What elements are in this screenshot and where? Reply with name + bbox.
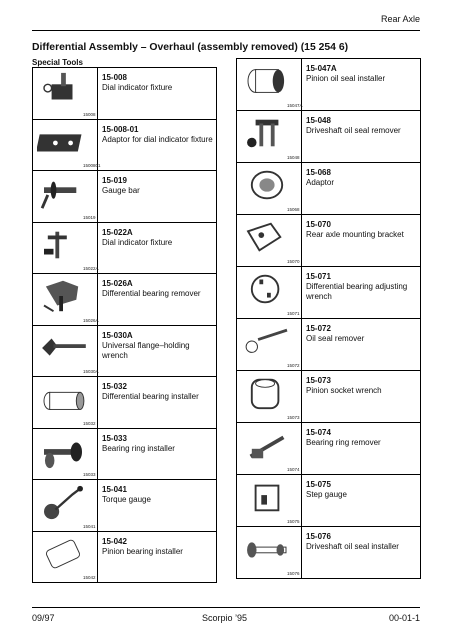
tool-illustration — [237, 59, 302, 110]
tool-description — [302, 371, 420, 422]
tool-illustration — [33, 326, 98, 377]
tool-description — [302, 475, 420, 526]
header-rule — [32, 30, 420, 31]
tool-illustration — [237, 371, 302, 422]
tool-number: 15-033 — [102, 433, 127, 443]
tool-number: 15-026A — [102, 279, 133, 288]
tool-row — [33, 326, 216, 378]
tool-number: 15-022A — [102, 227, 133, 237]
adaptor-ring-icon — [241, 166, 293, 204]
tool-illustration — [237, 527, 302, 578]
tool-description — [98, 120, 216, 171]
page-title: Differential Assembly – Overhaul (assembly removed) (15 254 6) — [32, 42, 349, 53]
left-tools-table — [32, 67, 217, 583]
seal-installer-icon — [241, 62, 293, 100]
tool-description — [98, 274, 216, 325]
tool-row — [33, 223, 216, 275]
tool-illustration — [237, 215, 302, 266]
tool-row — [33, 532, 216, 584]
tool-name: Dial indicator fixture — [102, 83, 173, 92]
tool-image-code: 15030A — [83, 369, 99, 374]
tool-row — [33, 377, 216, 429]
tool-image-code: 15071 — [287, 311, 300, 316]
tool-number: 15-008 — [102, 73, 127, 82]
tool-illustration — [237, 163, 302, 214]
tool-description — [302, 267, 420, 318]
tool-illustration — [33, 480, 98, 531]
section-header: Rear Axle — [380, 14, 420, 24]
tool-image-code: 15042 — [83, 575, 96, 580]
tool-row — [237, 267, 420, 319]
tool-row — [237, 475, 420, 527]
tool-image-code: 15019 — [83, 214, 96, 220]
tool-image-code: 15070 — [287, 259, 300, 264]
tool-illustration — [33, 274, 98, 325]
tool-description — [302, 215, 420, 266]
tool-name: Adaptor for dial indicator fixture — [102, 134, 213, 144]
tool-row — [33, 480, 216, 532]
tool-number: 15-008-01 — [102, 124, 139, 134]
tool-number: 15-076 — [306, 532, 331, 541]
tool-image-code: 15032 — [83, 420, 96, 426]
tool-name: Bearing ring installer — [102, 443, 175, 453]
tool-description — [302, 319, 420, 370]
tool-name: Differential bearing installer — [102, 392, 199, 401]
tool-number: 15-032 — [102, 382, 127, 391]
tool-row — [237, 319, 420, 371]
tool-illustration — [237, 475, 302, 526]
tool-image-code: 15075 — [287, 519, 300, 524]
tool-name: Adaptor — [306, 178, 335, 187]
step-gauge-icon — [241, 478, 293, 516]
tool-name: Differential bearing adjusting wrench — [306, 282, 408, 301]
gauge-bar-icon — [37, 174, 89, 212]
tool-number: 15-041 — [102, 485, 127, 494]
tool-image-code: 15008 — [83, 111, 96, 117]
bearing-remover-icon — [37, 277, 89, 315]
tool-image-code: 15073 — [287, 415, 300, 420]
tool-illustration — [33, 120, 101, 171]
tool-number: 15-071 — [306, 272, 331, 281]
tool-row — [237, 527, 420, 579]
tool-number: 15-047A — [306, 64, 337, 73]
tool-name: Bearing ring remover — [306, 438, 381, 447]
tool-number: 15-042 — [102, 536, 127, 546]
tool-image-code: 15022A — [83, 266, 99, 271]
tool-name: Driveshaft oil seal installer — [306, 542, 399, 551]
adjusting-wrench-icon — [241, 270, 293, 308]
tool-image-code: 15026A — [83, 317, 99, 323]
tool-number: 15-048 — [306, 116, 331, 125]
ring-installer-icon — [37, 432, 89, 470]
tool-description — [302, 423, 420, 474]
footer-page: 00-01-1 — [388, 613, 420, 623]
tool-illustration — [33, 429, 98, 480]
ring-remover-icon — [241, 426, 293, 464]
tool-image-code: 15047A — [287, 103, 303, 108]
tool-number: 15-068 — [306, 168, 331, 177]
tool-description — [98, 377, 216, 428]
tool-number: 15-030A — [102, 330, 133, 340]
tool-name: Pinion oil seal installer — [306, 74, 386, 83]
tool-description — [302, 59, 420, 110]
special-tools-heading: Special Tools — [32, 58, 83, 67]
tool-description — [98, 171, 216, 222]
tool-name: Differential bearing remover — [102, 289, 201, 298]
footer-model: Scorpio ’95 — [202, 613, 248, 623]
tool-illustration — [33, 377, 98, 428]
tool-row — [33, 120, 216, 172]
seal-remover-icon — [241, 114, 293, 152]
tool-row — [33, 171, 216, 223]
tool-image-code: 15033 — [83, 472, 96, 477]
tool-number: 15-075 — [306, 480, 331, 489]
holding-wrench-icon — [37, 329, 89, 367]
tool-illustration — [237, 111, 302, 162]
tool-name: Universal flange–holding wrench — [102, 340, 190, 360]
tool-name: Oil seal remover — [306, 334, 365, 343]
tool-number: 15-019 — [102, 176, 127, 185]
tool-illustration — [33, 223, 98, 274]
tool-name: Pinion bearing installer — [102, 546, 183, 556]
tool-row — [237, 111, 420, 163]
tool-row — [33, 68, 216, 120]
tool-description — [302, 111, 420, 162]
tool-description — [302, 527, 420, 578]
tool-name: Rear axle mounting bracket — [306, 230, 404, 239]
tool-illustration — [237, 423, 302, 474]
tool-name: Gauge bar — [102, 186, 140, 195]
tool-image-code: 15048 — [287, 155, 300, 160]
tool-description — [98, 68, 216, 119]
tool-number: 15-072 — [306, 324, 331, 333]
tool-row — [237, 215, 420, 267]
tool-name: Dial indicator fixture — [102, 237, 173, 247]
tool-row — [237, 163, 420, 215]
tool-image-code: 15068 — [287, 207, 300, 212]
tool-number: 15-073 — [306, 376, 331, 385]
socket-wrench-icon — [241, 374, 293, 412]
tool-row — [237, 423, 420, 475]
torque-gauge-icon — [37, 483, 89, 521]
driveshaft-installer-icon — [241, 530, 293, 568]
dial-fixture-icon — [37, 226, 89, 264]
tool-illustration — [33, 171, 98, 222]
tool-name: Step gauge — [306, 490, 347, 499]
tool-number: 15-074 — [306, 428, 331, 437]
tool-name: Torque gauge — [102, 495, 151, 504]
tool-number: 15-070 — [306, 220, 331, 229]
tool-image-code: 15072 — [287, 363, 300, 368]
adaptor-plate-icon — [37, 123, 89, 161]
footer-date: 09/97 — [32, 613, 55, 623]
tool-description — [302, 163, 420, 214]
tool-illustration — [33, 532, 98, 583]
tool-description — [98, 223, 216, 274]
tool-description — [98, 480, 216, 531]
footer-rule — [32, 607, 420, 608]
tool-row — [33, 429, 216, 481]
tool-description — [98, 326, 216, 377]
tool-name: Pinion socket wrench — [306, 386, 382, 395]
oil-seal-remover-icon — [241, 322, 293, 360]
tool-illustration — [237, 267, 302, 318]
bracket-icon — [241, 218, 293, 256]
tool-row — [33, 274, 216, 326]
tool-image-code: 15041 — [83, 523, 96, 529]
tool-name: Driveshaft oil seal remover — [306, 126, 401, 135]
tool-description — [98, 532, 216, 583]
tool-image-code: 15074 — [287, 467, 300, 472]
tool-row — [237, 59, 420, 111]
tool-description — [98, 429, 216, 480]
tool-row — [237, 371, 420, 423]
tool-image-code: 15076 — [287, 571, 300, 576]
right-tools-table — [236, 58, 421, 579]
tool-illustration — [33, 68, 98, 119]
installer-icon — [37, 380, 89, 418]
tube-installer-icon — [37, 535, 89, 573]
dial-fixture-icon — [37, 71, 89, 109]
tool-image-code: 1500801 — [83, 163, 101, 168]
tool-illustration — [237, 319, 302, 370]
